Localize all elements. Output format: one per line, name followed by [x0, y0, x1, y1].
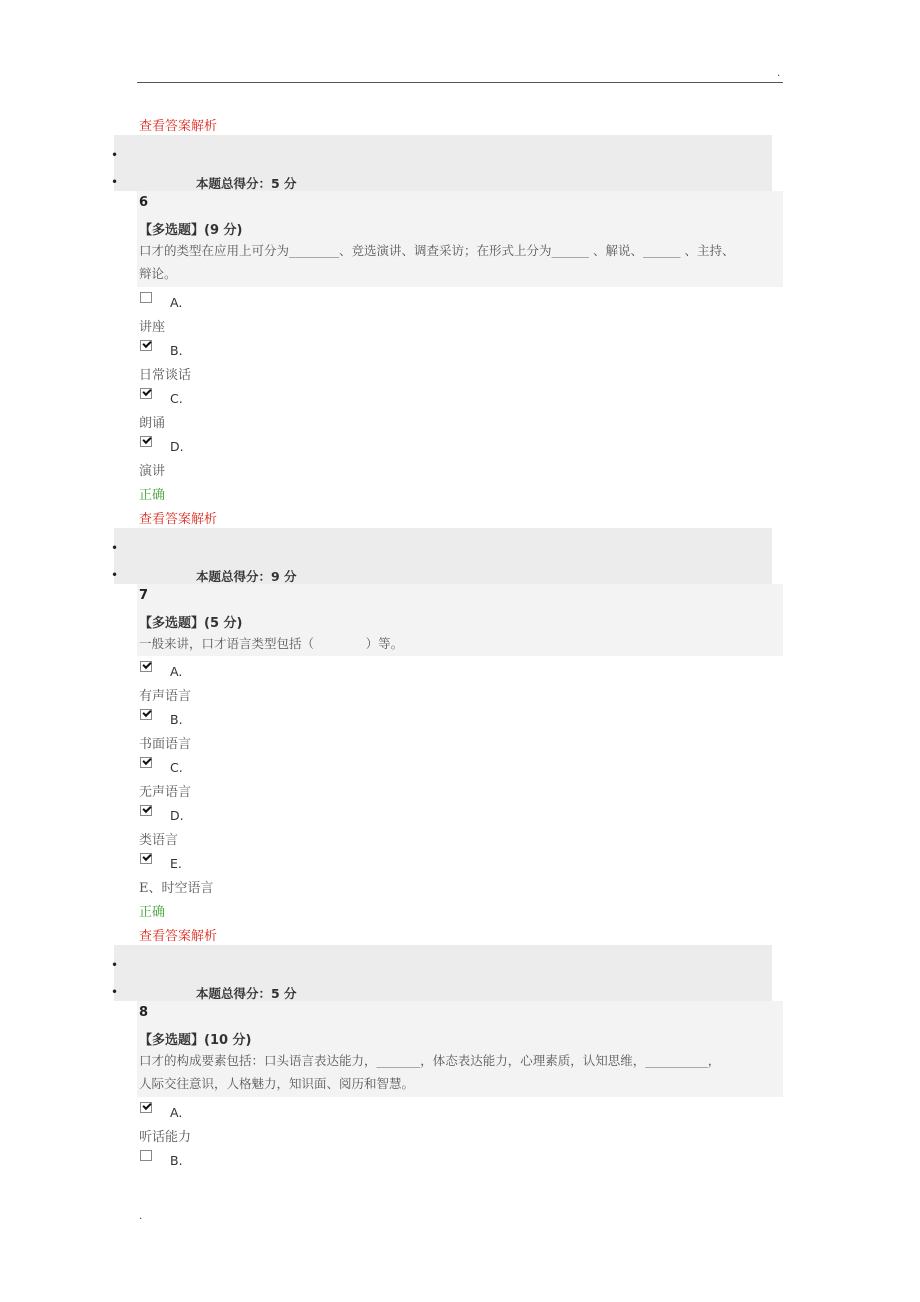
result-status: 正确 [139, 905, 166, 920]
option-text: 听话能力 [139, 1130, 192, 1145]
option-checkbox-b[interactable] [140, 340, 152, 351]
option-checkbox-b[interactable] [140, 709, 152, 720]
option-letter: C. [170, 391, 183, 406]
list-bullet: • [111, 541, 119, 555]
option-text: 讲座 [139, 320, 166, 335]
question-stem-line: 辩论。 [139, 266, 177, 281]
list-bullet: • [111, 148, 119, 162]
question-stem-line: 人际交往意识，人格魅力，知识面、阅历和智慧。 [139, 1076, 415, 1091]
option-text: 演讲 [139, 464, 166, 479]
option-text: 类语言 [139, 833, 179, 848]
option-letter: E. [170, 856, 182, 871]
question-stem [139, 239, 787, 285]
list-bullet: • [111, 568, 119, 582]
question-stem-line: 口才的类型在应用上可分为________、竞选演讲、调查采访；在形式上分为______ 、解说、______ 、主持、 [139, 243, 735, 258]
list-bullet: • [111, 958, 119, 972]
option-text: 有声语言 [139, 689, 192, 704]
option-checkbox-a[interactable] [140, 661, 152, 672]
option-checkbox-e[interactable] [140, 853, 152, 864]
option-letter: C. [170, 760, 183, 775]
option-letter: A. [170, 664, 183, 679]
option-letter: B. [170, 343, 183, 358]
question-total-score: 本题总得分：9 分 [196, 569, 297, 584]
option-text: E、时空语言 [139, 881, 214, 896]
option-checkbox-d[interactable] [140, 436, 152, 447]
option-letter: A. [170, 295, 183, 310]
question-type: 【多选题】(9 分) [139, 223, 243, 238]
question-number: 8 [139, 1005, 149, 1020]
option-checkbox-b[interactable] [140, 1150, 152, 1161]
option-letter: A. [170, 1105, 183, 1120]
option-checkbox-d[interactable] [140, 805, 152, 816]
question-stem [139, 632, 787, 655]
list-bullet: • [111, 985, 119, 999]
option-letter: B. [170, 1153, 183, 1168]
header-dot: . [777, 68, 781, 79]
option-letter: B. [170, 712, 183, 727]
question-total-score: 本题总得分：5 分 [196, 176, 297, 191]
question-stem-line: 一般来讲，口才语言类型包括（ ）等。 [139, 636, 404, 651]
list-bullet: • [111, 175, 119, 189]
option-checkbox-a[interactable] [140, 1102, 152, 1113]
option-text: 无声语言 [139, 785, 192, 800]
option-text: 书面语言 [139, 737, 192, 752]
header-rule [137, 82, 783, 83]
question-number: 7 [139, 588, 149, 603]
view-answer-link[interactable]: 查看答案解析 [139, 119, 218, 134]
question-number: 6 [139, 195, 149, 210]
option-checkbox-c[interactable] [140, 757, 152, 768]
option-letter: D. [170, 439, 184, 454]
question-type: 【多选题】(10 分) [139, 1033, 252, 1048]
view-answer-link[interactable]: 查看答案解析 [139, 929, 218, 944]
option-text: 日常谈话 [139, 368, 192, 383]
question-stem [139, 1049, 787, 1095]
option-text: 朗诵 [139, 416, 166, 431]
option-checkbox-a[interactable] [140, 292, 152, 303]
question-type: 【多选题】(5 分) [139, 616, 243, 631]
question-total-score: 本题总得分：5 分 [196, 986, 297, 1001]
view-answer-link[interactable]: 查看答案解析 [139, 512, 218, 527]
question-stem-line: 口才的构成要素包括：口头语言表达能力，_______，体态表达能力，心理素质，认知思维，__________， [139, 1053, 721, 1068]
option-letter: D. [170, 808, 184, 823]
option-checkbox-c[interactable] [140, 388, 152, 399]
footer-dot: . [139, 1211, 143, 1222]
result-status: 正确 [139, 488, 166, 503]
